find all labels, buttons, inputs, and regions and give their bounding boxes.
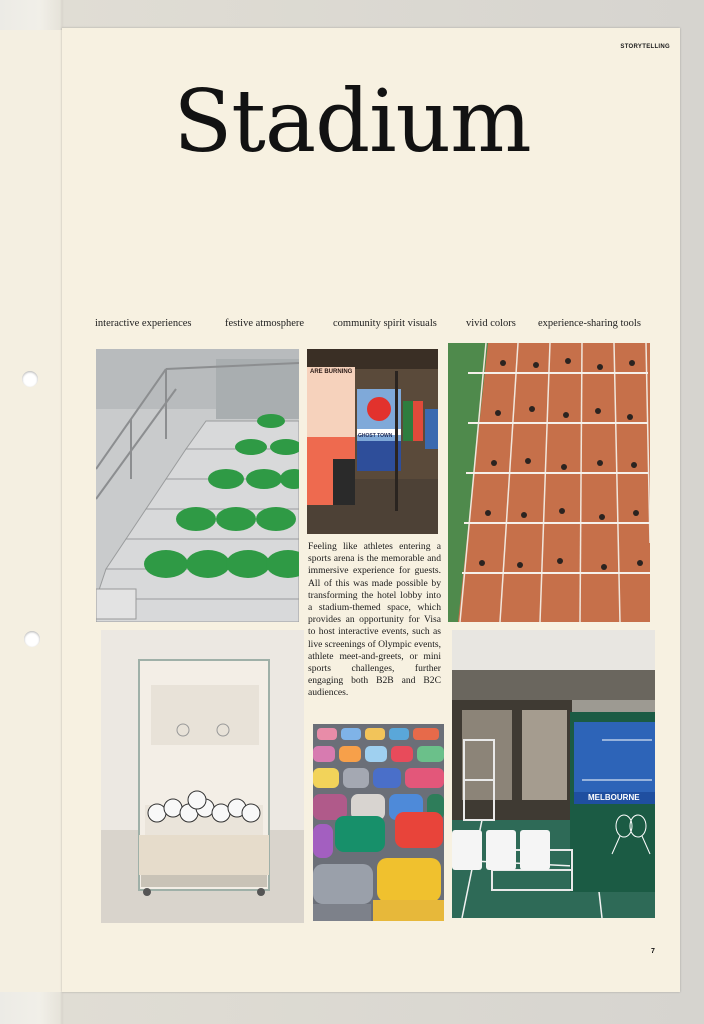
- photo-lobby-flags: [307, 349, 438, 534]
- body-paragraph: Feeling like athletes entering a sports arena is the memorable and immersive experience for guests. All of this was made possible by transforming the hotel lobby into a stadium-themed space, which provides an opportunity for Visa to host interactive events, such as live screenings of Olympic events, athlete meet-and-greets, or mini sports challenges, further engaging both B2B and B2C audiences.: [308, 541, 441, 699]
- photo-basketball-display: [101, 630, 304, 923]
- binder-strip: [0, 30, 67, 992]
- tag-item: festive atmosphere: [225, 318, 305, 329]
- photo-tennis-lobby: [452, 630, 655, 918]
- page-title: Stadium: [173, 72, 531, 172]
- tag-item: community spirit visuals: [333, 318, 437, 329]
- photo-hurdles-track: [448, 343, 650, 622]
- photo-colorful-chairs: [313, 724, 444, 921]
- screen-text: MELBOURNE: [588, 793, 640, 802]
- photo-stadium-seats: [96, 349, 299, 622]
- tag-item: experience-sharing tools: [538, 318, 641, 329]
- tag-item: interactive experiences: [95, 318, 192, 329]
- section-label: STORYTELLING: [620, 44, 670, 50]
- flag-left-text: ARE BURNING: [310, 369, 353, 375]
- page-number: 7: [651, 948, 655, 955]
- punch-hole: [22, 371, 38, 387]
- punch-hole: [24, 631, 40, 647]
- tag-item: vivid colors: [466, 318, 516, 329]
- flag-right-text: GHOST TOWN: [358, 433, 393, 439]
